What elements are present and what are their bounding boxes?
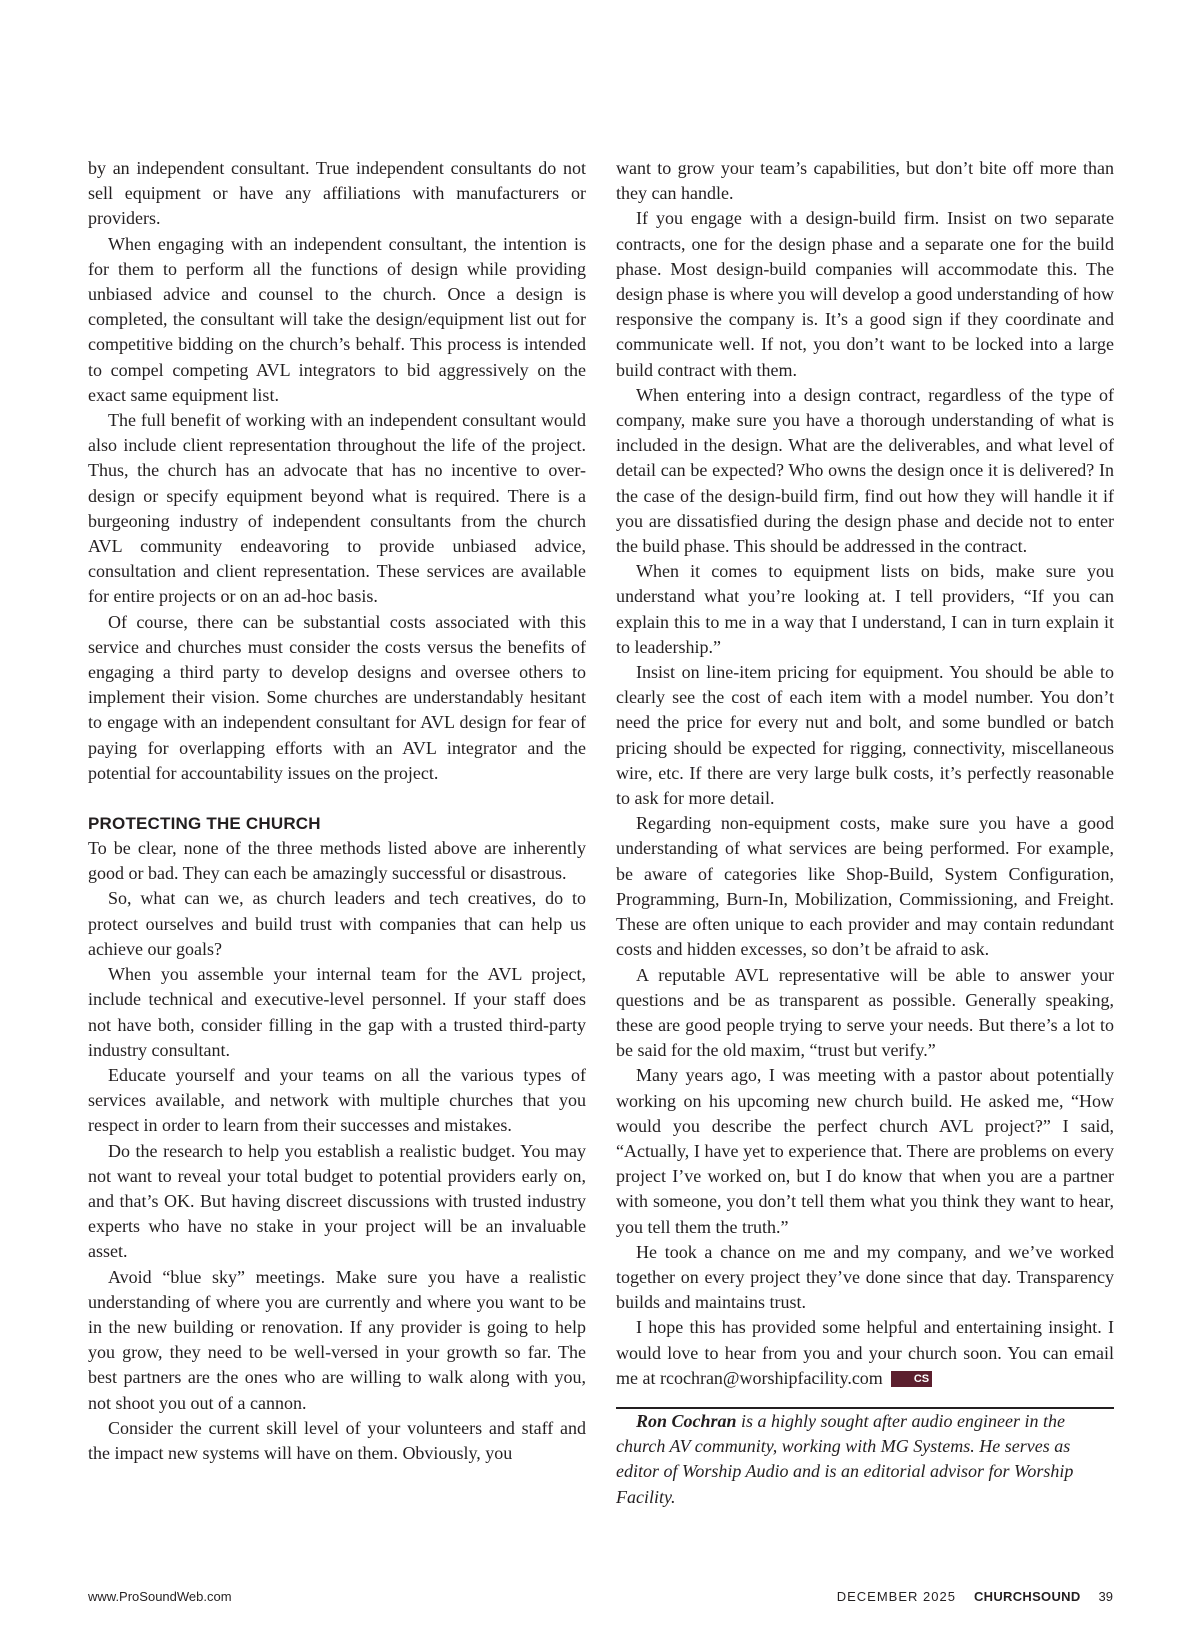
- footer-issue-info: [837, 1589, 1113, 1604]
- footer-magazine-name: CHURCHSOUND: [973, 1589, 1081, 1604]
- closing-text: I hope this has provided some helpful and entertaining insight. I would love to hear from you and your church soon. You can email me at rcochran@worshipfacility.com: [616, 1317, 1114, 1388]
- paragraph: If you engage with a design-build firm. Insist on two separate contracts, one for the design phase and a separate one for the build phase. Most design-build companies will accommodate this. The design phase is where you will develop a good understanding of how responsive the company is. It’s a good sign if they coordinate and communicate well. If not, you don’t want to be locked into a large build contract with them.: [616, 208, 1114, 380]
- footer-date: DECEMBER 2025: [836, 1589, 956, 1604]
- paragraph: So, what can we, as church leaders and tech creatives, do to protect ourselves and build trust with companies that can help us achieve our goals?: [88, 888, 586, 959]
- paragraph: Educate yourself and your teams on all the various types of services available, and network with multiple churches that you respect in order to learn from their successes and mistakes.: [88, 1064, 586, 1136]
- paragraph: want to grow your team’s capabilities, but don’t bite off more than they can handle.: [616, 158, 1114, 204]
- section-heading: PROTECTING THE CHURCH: [88, 814, 321, 834]
- author-name: Ron Cochran: [636, 1410, 737, 1431]
- right-column: [616, 156, 1114, 1510]
- paragraph: When entering into a design contract, regardless of the type of company, make sure you have a thorough understanding of what is included in the design. What are the deliverables, and what level of detail can be expected? Who owns the design once it is delivered? In the case of the design-build firm, find out how they will handle it if you are dissatisfied during the design phase and decide not to enter the build phase. This should be addressed in the contract.: [616, 384, 1114, 557]
- paragraph: Consider the current skill level of your volunteers and staff and the impact new systems will have on them. Obviously, you: [88, 1417, 586, 1463]
- left-column: [88, 156, 586, 1466]
- paragraph: When engaging with an independent consultant, the intention is for them to perform all the functions of design while providing unbiased advice and counsel to the church. Once a design is completed, the consultant will take the design/equipment list out for competitive bidding on the church’s behalf. This process is intended to compel competing AVL integrators to bid aggressively on the exact same equipment list.: [88, 233, 586, 405]
- end-of-article-mark: CS: [891, 1371, 932, 1387]
- author-bio: [616, 1409, 1114, 1510]
- author-bio-text: is a highly sought after audio engineer in the church AV community, working with MG Systems. He serves as editor of Worship Audio and is an editorial advisor for Worship Facility.: [616, 1410, 1074, 1507]
- paragraph: A reputable AVL representative will be able to answer your questions and be as transparent as possible. Generally speaking, these are good people trying to serve your needs. But there’s a lot to be said for the old maxim, “trust but verify.”: [616, 964, 1114, 1061]
- footer-website: www.ProSoundWeb.com: [88, 1589, 232, 1604]
- paragraph: Do the research to help you establish a realistic budget. You may not want to reveal your total budget to potential providers early on, and that’s OK. But having discreet discussions with trusted industry experts who have no stake in your project will be an invaluable asset.: [88, 1140, 586, 1262]
- paragraph: When you assemble your internal team for the AVL project, include technical and executive-level personnel. If your staff does not have both, consider filling in the gap with a trusted third-party industry consultant.: [88, 964, 586, 1060]
- paragraph-closing: [616, 1315, 1114, 1391]
- paragraph: The full benefit of working with an independent consultant would also include client representation throughout the life of the project. Thus, the church has an advocate that has no incentive to over-design or specify equipment beyond what is required. There is a burgeoning industry of independent consultants from the church AVL community endeavoring to provide unbiased advice, consultation and client representation. These services are available for entire projects or on an ad-hoc basis.: [88, 410, 586, 607]
- page-number: 39: [1098, 1589, 1113, 1604]
- paragraph: Insist on line-item pricing for equipment. You should be able to clearly see the cost of each item with a model number. You don’t need the price for every nut and bolt, and some bundled or batch pricing should be expected for rigging, connectivity, miscellaneous wire, etc. If there are very large bulk costs, it’s perfectly reasonable to ask for more detail.: [616, 662, 1114, 809]
- paragraph: Avoid “blue sky” meetings. Make sure you have a realistic understanding of where you are currently and where you want to be in the new building or renovation. If any provider is going to help you grow, they need to be well-versed in your growth so far. The best partners are the ones who are willing to walk along with you, not shoot you out of a cannon.: [88, 1266, 586, 1413]
- paragraph: To be clear, none of the three methods listed above are inherently good or bad. They can each be amazingly successful or disastrous.: [88, 838, 586, 884]
- paragraph: Regarding non-equipment costs, make sure you have a good understanding of what services are being performed. For example, be aware of categories like Shop-Build, System Configuration, Programming, Burn-In, Mobilization, Commissioning, and Freight. These are often unique to each provider and may contain redundant costs and hidden excesses, so don’t be afraid to ask.: [616, 813, 1114, 960]
- paragraph: Many years ago, I was meeting with a pastor about potentially working on his upcoming new church build. He asked me, “How would you describe the perfect church AVL project?” I said, “Actually, I have yet to experience that. There are problems on every project I’ve worked on, but I do know that when you are a partner with someone, you don’t tell them what you think they want to hear, you tell them the truth.”: [616, 1065, 1114, 1237]
- paragraph: by an independent consultant. True independent consultants do not sell equipment or have any affiliations with manufacturers or providers.: [88, 158, 586, 229]
- paragraph: Of course, there can be substantial costs associated with this service and churches must consider the costs versus the benefits of engaging a third party to develop designs and oversee others to implement their vision. Some churches are understandably hesitant to engage with an independent consultant for AVL design for fear of paying for overlapping efforts with an AVL integrator and the potential for accountability issues on the project.: [88, 611, 586, 783]
- paragraph: He took a chance on me and my company, and we’ve worked together on every project they’ve done since that day. Transparency builds and maintains trust.: [616, 1241, 1114, 1313]
- paragraph: When it comes to equipment lists on bids, make sure you understand what you’re looking at. I tell providers, “If you can explain this to me in a way that I understand, I can in turn explain it to leadership.”: [616, 561, 1114, 657]
